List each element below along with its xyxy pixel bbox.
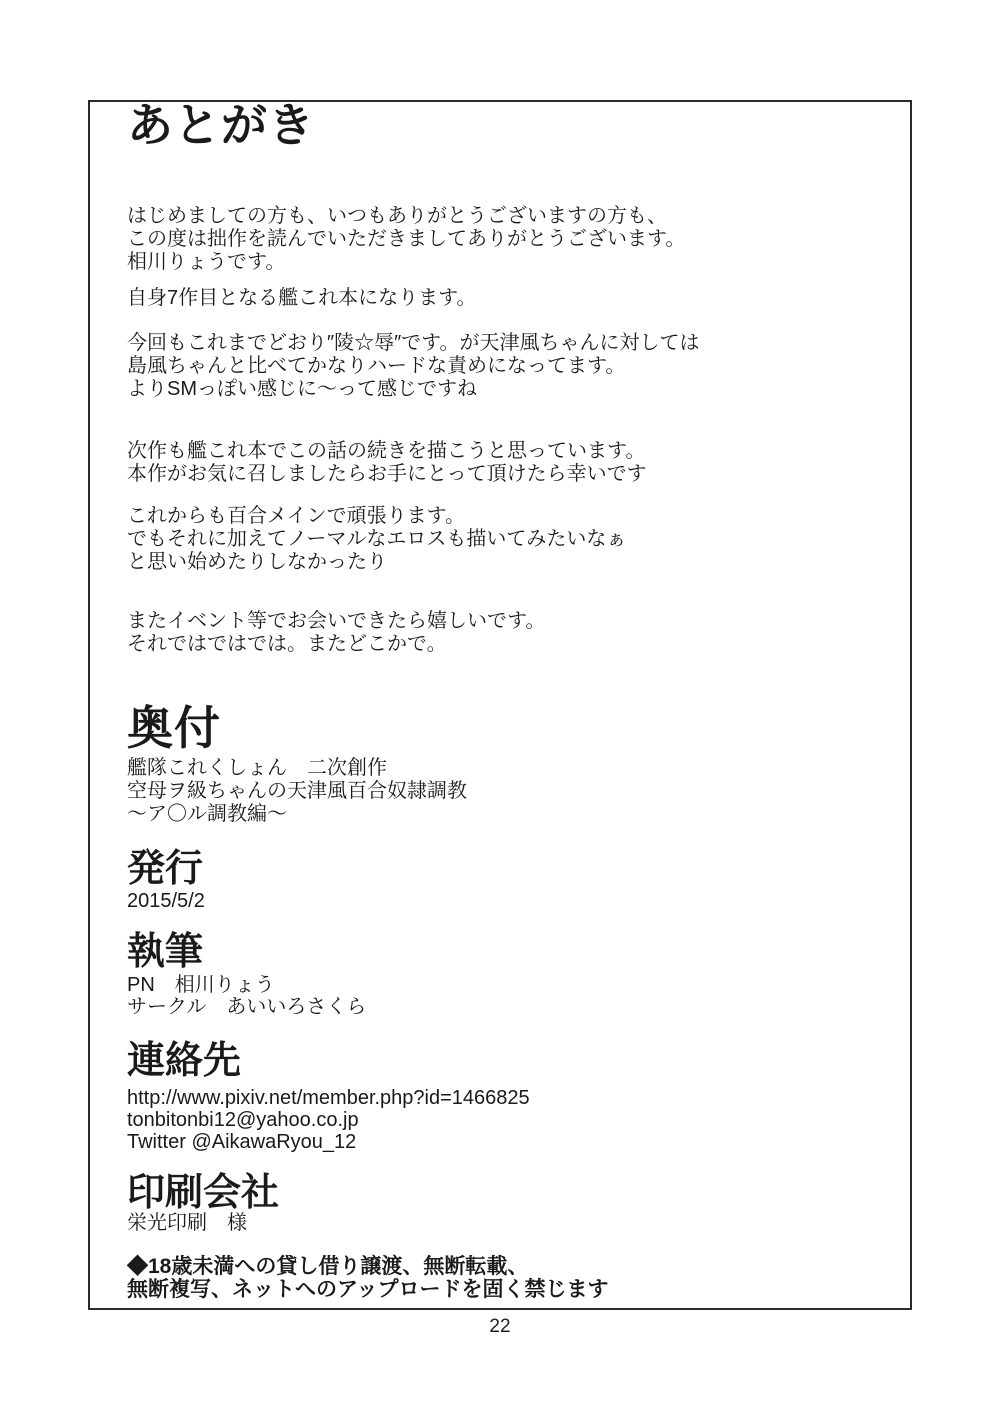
author-info [127,974,366,1018]
afterword-title: あとがき [127,99,315,151]
section-heading-printer: 印刷会社 [127,1172,280,1214]
afterword-paragraph-yuri-main [127,505,626,574]
text-line: と思い始めたりしなかったり [127,551,387,573]
text-line: ～ア〇ル調教編～ [127,803,287,825]
text-line: それではではでは。またどこかで。 [127,633,447,655]
text-line: 空母ヲ級ちゃんの天津風百合奴隷調教 [127,780,467,802]
text-line: 栄光印刷 様 [127,1212,247,1234]
text-line: 今回もこれまでどおり″陵☆辱″です。が天津風ちゃんに対しては [127,332,700,354]
text-line: これからも百合メインで頑張ります。 [127,505,465,527]
afterword-paragraph-content-note [127,332,700,401]
afterword-paragraph-seventh-book [127,287,477,310]
text-line: 本作がお気に召しましたらお手にとって頂けたら幸いです [127,463,647,485]
contact-info [127,1087,530,1153]
text-line: PN 相川りょう [127,974,275,996]
contact-email: tonbitonbi12@yahoo.co.jp [127,1109,359,1131]
text-line: サークル あいいろさくら [127,996,367,1018]
section-heading-contact: 連絡先 [127,1040,242,1082]
section-heading-author: 執筆 [127,931,204,973]
text-line: ◆18歳未満への貸し借り譲渡、無断転載、 [127,1255,529,1278]
text-line: でもそれに加えてノーマルなエロスも描いてみたいなぁ [127,528,627,550]
colophon-work-title [127,757,467,826]
printer-info [127,1212,247,1235]
age-restriction-notice [127,1255,609,1301]
text-line: 無断複写、ネットへのアップロードを固く禁じます [127,1278,609,1301]
text-line: よりSMっぽい感じに～って感じですね [127,378,477,400]
publication-date [127,890,205,913]
page-number: 22 [489,1316,511,1337]
text-line: この度は拙作を読んでいただきましてありがとうございます。 [127,228,686,250]
contact-twitter: Twitter @AikawaRyou_12 [127,1131,357,1153]
text-line: 島風ちゃんと比べてかなりハードな責めになってます。 [127,355,626,377]
text-line: 艦隊これくしょん 二次創作 [127,757,387,779]
text-line: 自身7作目となる艦これ本になります。 [127,287,477,309]
afterword-paragraph-farewell [127,610,545,656]
section-heading-publication-date: 発行 [127,848,204,890]
colophon-heading: 奥付 [127,702,221,754]
text-line: 2015/5/2 [127,890,205,912]
text-line: はじめましての方も、いつもありがとうございますの方も、 [127,205,667,227]
text-line: またイベント等でお会いできたら嬉しいです。 [127,610,546,632]
afterword-paragraph-next-work [127,440,647,486]
contact-url: http://www.pixiv.net/member.php?id=1466825 [127,1087,530,1109]
text-line: 相川りょうです。 [127,251,286,273]
text-line: 次作も艦これ本でこの話の続きを描こうと思っています。 [127,440,646,462]
afterword-paragraph-greeting [127,205,685,274]
